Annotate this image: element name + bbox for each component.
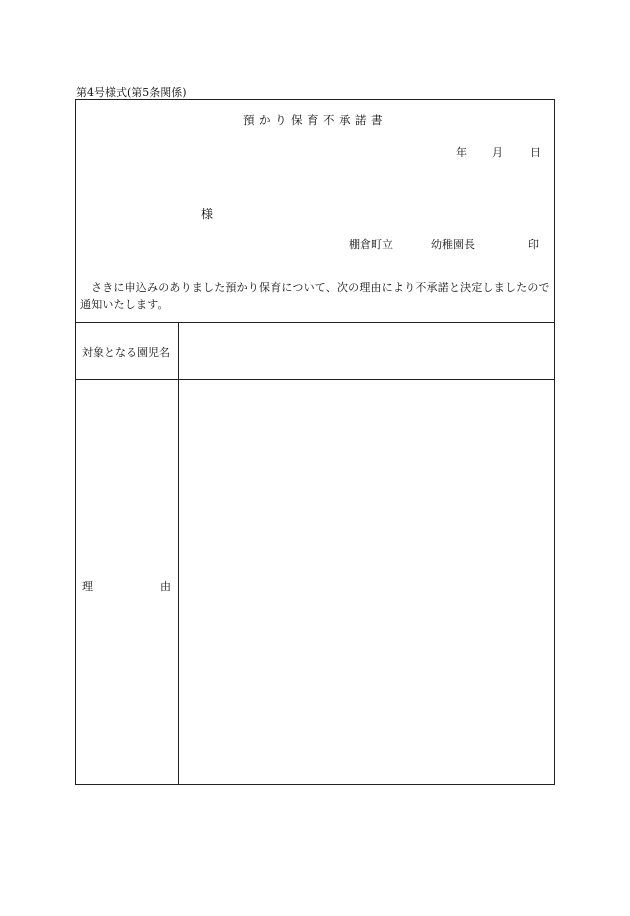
date-year-label: 年 [456,146,467,159]
document-title: 預かり保育不承諾書 [243,113,387,127]
reason-row [76,380,554,785]
child-name-row [76,323,554,380]
issuer-town: 棚倉町立 [349,238,393,251]
reason-label-first-char: 理 [82,580,93,593]
reason-label-second-char: 由 [160,580,171,593]
date-month-label: 月 [492,146,503,159]
seal-mark: 印 [528,238,539,251]
child-name-value[interactable] [179,323,554,379]
notice-body-text: さきに申込みのありました預かり保育について、次の理由により不承諾と決定しましたので通知いたします。 [80,281,550,311]
details-table [76,322,554,785]
form-frame [75,99,555,785]
form-number-label: 第4号様式(第5条関係) [76,86,187,99]
notice-header [76,100,554,322]
addressee-honorific: 様 [201,207,214,221]
child-name-label: 対象となる園児名 [82,346,170,359]
reason-value[interactable] [179,380,554,785]
date-day-label: 日 [530,146,541,159]
issuer-position: 幼稚園長 [431,238,475,251]
